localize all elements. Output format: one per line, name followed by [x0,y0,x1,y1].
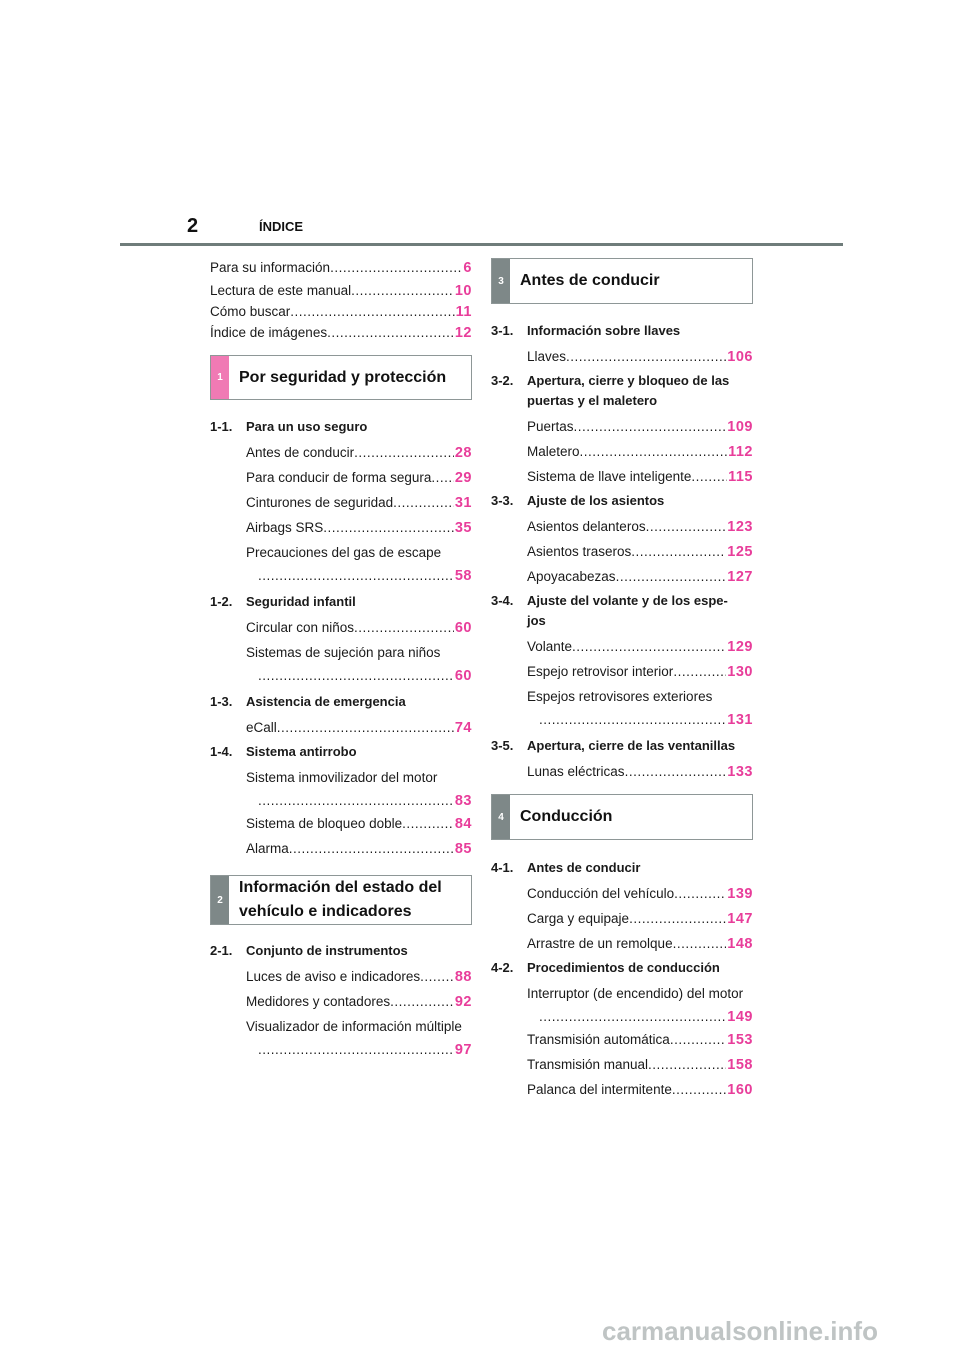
toc-entry[interactable]: Índice de imágenes ..... 12 [210,322,472,343]
toc-entry[interactable]: Luces de aviso e indicadores ..... 88 [210,964,472,989]
toc-entry[interactable] [210,565,472,586]
toc-entry[interactable]: Lunas eléctricas ..... 133 [491,759,753,784]
section-number: 1 [211,356,229,399]
page-link[interactable]: 29 [454,470,472,486]
page-link[interactable]: 148 [727,936,753,952]
toc-entry[interactable]: eCall ..... 74 [210,715,472,740]
toc-entry[interactable]: Cómo buscar ..... 11 [210,301,472,322]
toc-entry[interactable]: Circular con niños ..... 60 [210,615,472,640]
page-header [0,0,960,250]
toc-entry[interactable] [491,1006,753,1027]
page-link[interactable]: 123 [727,519,753,535]
subsection-heading[interactable]: 3-5. Apertura, cierre de las ventanillas [491,738,736,753]
chapter-title: ÍNDICE [259,219,304,234]
toc-entry[interactable]: Maletero ..... 112 [491,439,753,464]
toc-entry[interactable]: Lectura de este manual ..... 10 [210,280,472,301]
subsection-heading[interactable]: 4-2. Procedimientos de conducción [491,960,720,975]
subsection-heading-cont: jos [527,613,546,628]
toc-entry[interactable]: Para conducir de forma segura ..... 29 [210,465,472,490]
header-rule [120,243,843,246]
page-link[interactable]: 60 [454,668,472,684]
page-link[interactable]: 92 [454,994,472,1010]
toc-entry-label: Visualizador de información múltiple [246,1019,462,1034]
toc-entry[interactable]: Asientos traseros ..... 125 [491,539,753,564]
toc-entry[interactable]: Sistema de llave inteligente ..... 115 [491,464,753,489]
page-link[interactable]: 115 [728,469,753,485]
page-link[interactable]: 109 [727,419,753,435]
toc-entry[interactable]: Asientos delanteros ..... 123 [491,514,753,539]
toc-entry[interactable]: Volante ..... 129 [491,634,753,659]
page-link[interactable]: 84 [454,816,472,832]
page-link[interactable]: 112 [728,444,753,460]
watermark: carmanualsonline.info [602,1316,878,1346]
toc-entry[interactable]: Medidores y contadores ..... 92 [210,989,472,1014]
section-header-4[interactable] [491,794,753,840]
toc-entry-label: Sistemas de sujeción para niños [246,645,441,660]
section-title-line1: Información del estado del [239,879,442,896]
subsection-heading[interactable]: 2-1. Conjunto de instrumentos [210,943,408,958]
page-link[interactable]: 60 [454,620,472,636]
subsection-heading[interactable]: 1-3. Asistencia de emergencia [210,694,406,709]
page-link[interactable]: 97 [454,1042,472,1058]
page-number: 2 [187,215,199,237]
page-link[interactable]: 28 [454,445,472,461]
page-link[interactable]: 12 [454,325,472,341]
toc-entry[interactable]: Llaves ..... 106 [491,344,753,369]
section-title: Conducción [520,808,613,825]
page-link[interactable]: 85 [454,841,472,857]
toc-entry[interactable] [491,709,753,730]
toc-entry[interactable]: Alarma ..... 85 [210,836,472,861]
subsection-heading[interactable]: 1-4. Sistema antirrobo [210,744,357,759]
page-link[interactable]: 11 [455,304,472,320]
toc-entry-label: Sistema inmovilizador del motor [246,770,438,785]
toc-entry-label: Precauciones del gas de escape [246,545,442,560]
section-header-3[interactable] [491,258,753,304]
right-column [491,250,753,1102]
toc-entry[interactable]: Sistema de bloqueo doble ..... 84 [210,811,472,836]
page-link[interactable]: 88 [454,969,472,985]
toc-entry-label: Interruptor (de encendido) del motor [527,986,744,1001]
toc-entry-label: Espejos retrovisores exteriores [527,689,713,704]
section-header-2[interactable] [210,875,472,925]
subsection-heading[interactable]: 4-1. Antes de conducir [491,860,641,875]
page-link[interactable]: 133 [727,764,753,780]
subsection-heading[interactable]: 1-2. Seguridad infantil [210,594,356,609]
toc-entry[interactable]: Para su información ..... 6 [210,255,472,280]
section-title-line2: vehículo e indicadores [239,903,412,920]
toc-entry[interactable]: Puertas ..... 109 [491,414,753,439]
page-link[interactable]: 83 [454,793,472,809]
page-link[interactable]: 31 [454,495,472,511]
section-number: 2 [211,876,229,924]
toc-entry[interactable]: Transmisión manual ..... 158 [491,1052,753,1077]
page-link[interactable]: 127 [727,569,753,585]
toc-entry[interactable]: Carga y equipaje ..... 147 [491,906,753,931]
toc-entry[interactable]: Espejo retrovisor interior ..... 130 [491,659,753,684]
toc-entry[interactable]: Cinturones de seguridad ..... 31 [210,490,472,515]
subsection-heading[interactable]: 3-3. Ajuste de los asientos [491,493,665,508]
page-link[interactable]: 106 [727,349,753,365]
page-link[interactable]: 58 [454,568,472,584]
subsection-heading[interactable]: 3-4. Ajuste del volante y de los espe- [491,593,728,608]
toc-entry[interactable]: Apoyacabezas ..... 127 [491,564,753,589]
subsection-heading[interactable]: 3-1. Información sobre llaves [491,323,681,338]
page-link[interactable]: 10 [454,283,472,299]
page-link[interactable]: 130 [727,664,753,680]
page-link[interactable]: 149 [727,1009,753,1025]
section-title: Por seguridad y protección [239,368,447,386]
section-title: Antes de conducir [520,272,660,289]
page-link[interactable]: 147 [727,911,753,927]
left-column [210,250,472,1060]
toc-entry[interactable] [210,790,472,811]
toc-entry[interactable]: Transmisión automática ..... 153 [491,1027,753,1052]
subsection-heading-cont: puertas y el maletero [527,393,658,408]
page-link[interactable]: 153 [727,1032,753,1048]
page-link[interactable]: 139 [727,886,753,902]
page-link[interactable]: 131 [727,712,753,728]
page-link[interactable]: 125 [727,544,753,560]
section-header-1[interactable] [210,355,472,400]
subsection-heading[interactable]: 1-1. Para un uso seguro [210,419,368,434]
section-number: 3 [492,259,510,303]
toc-entry[interactable]: Arrastre de un remolque ..... 148 [491,931,753,956]
toc-entry[interactable] [210,1039,472,1060]
page-link[interactable]: 74 [454,720,472,736]
toc-entry[interactable]: Antes de conducir ..... 28 [210,440,472,465]
toc-entry[interactable] [210,665,472,686]
section-number: 4 [492,795,510,839]
page-link[interactable]: 160 [727,1082,753,1098]
page-link[interactable]: 35 [454,520,472,536]
toc-entry[interactable]: Palanca del intermitente ..... 160 [491,1077,753,1102]
page-link[interactable]: 158 [727,1057,753,1073]
subsection-heading[interactable]: 3-2. Apertura, cierre y bloqueo de las [491,373,730,388]
toc-entry[interactable]: Airbags SRS ..... 35 [210,515,472,540]
page-link[interactable]: 129 [727,639,753,655]
page-link[interactable]: 6 [463,260,472,276]
toc-entry[interactable]: Conducción del vehículo ..... 139 [491,881,753,906]
